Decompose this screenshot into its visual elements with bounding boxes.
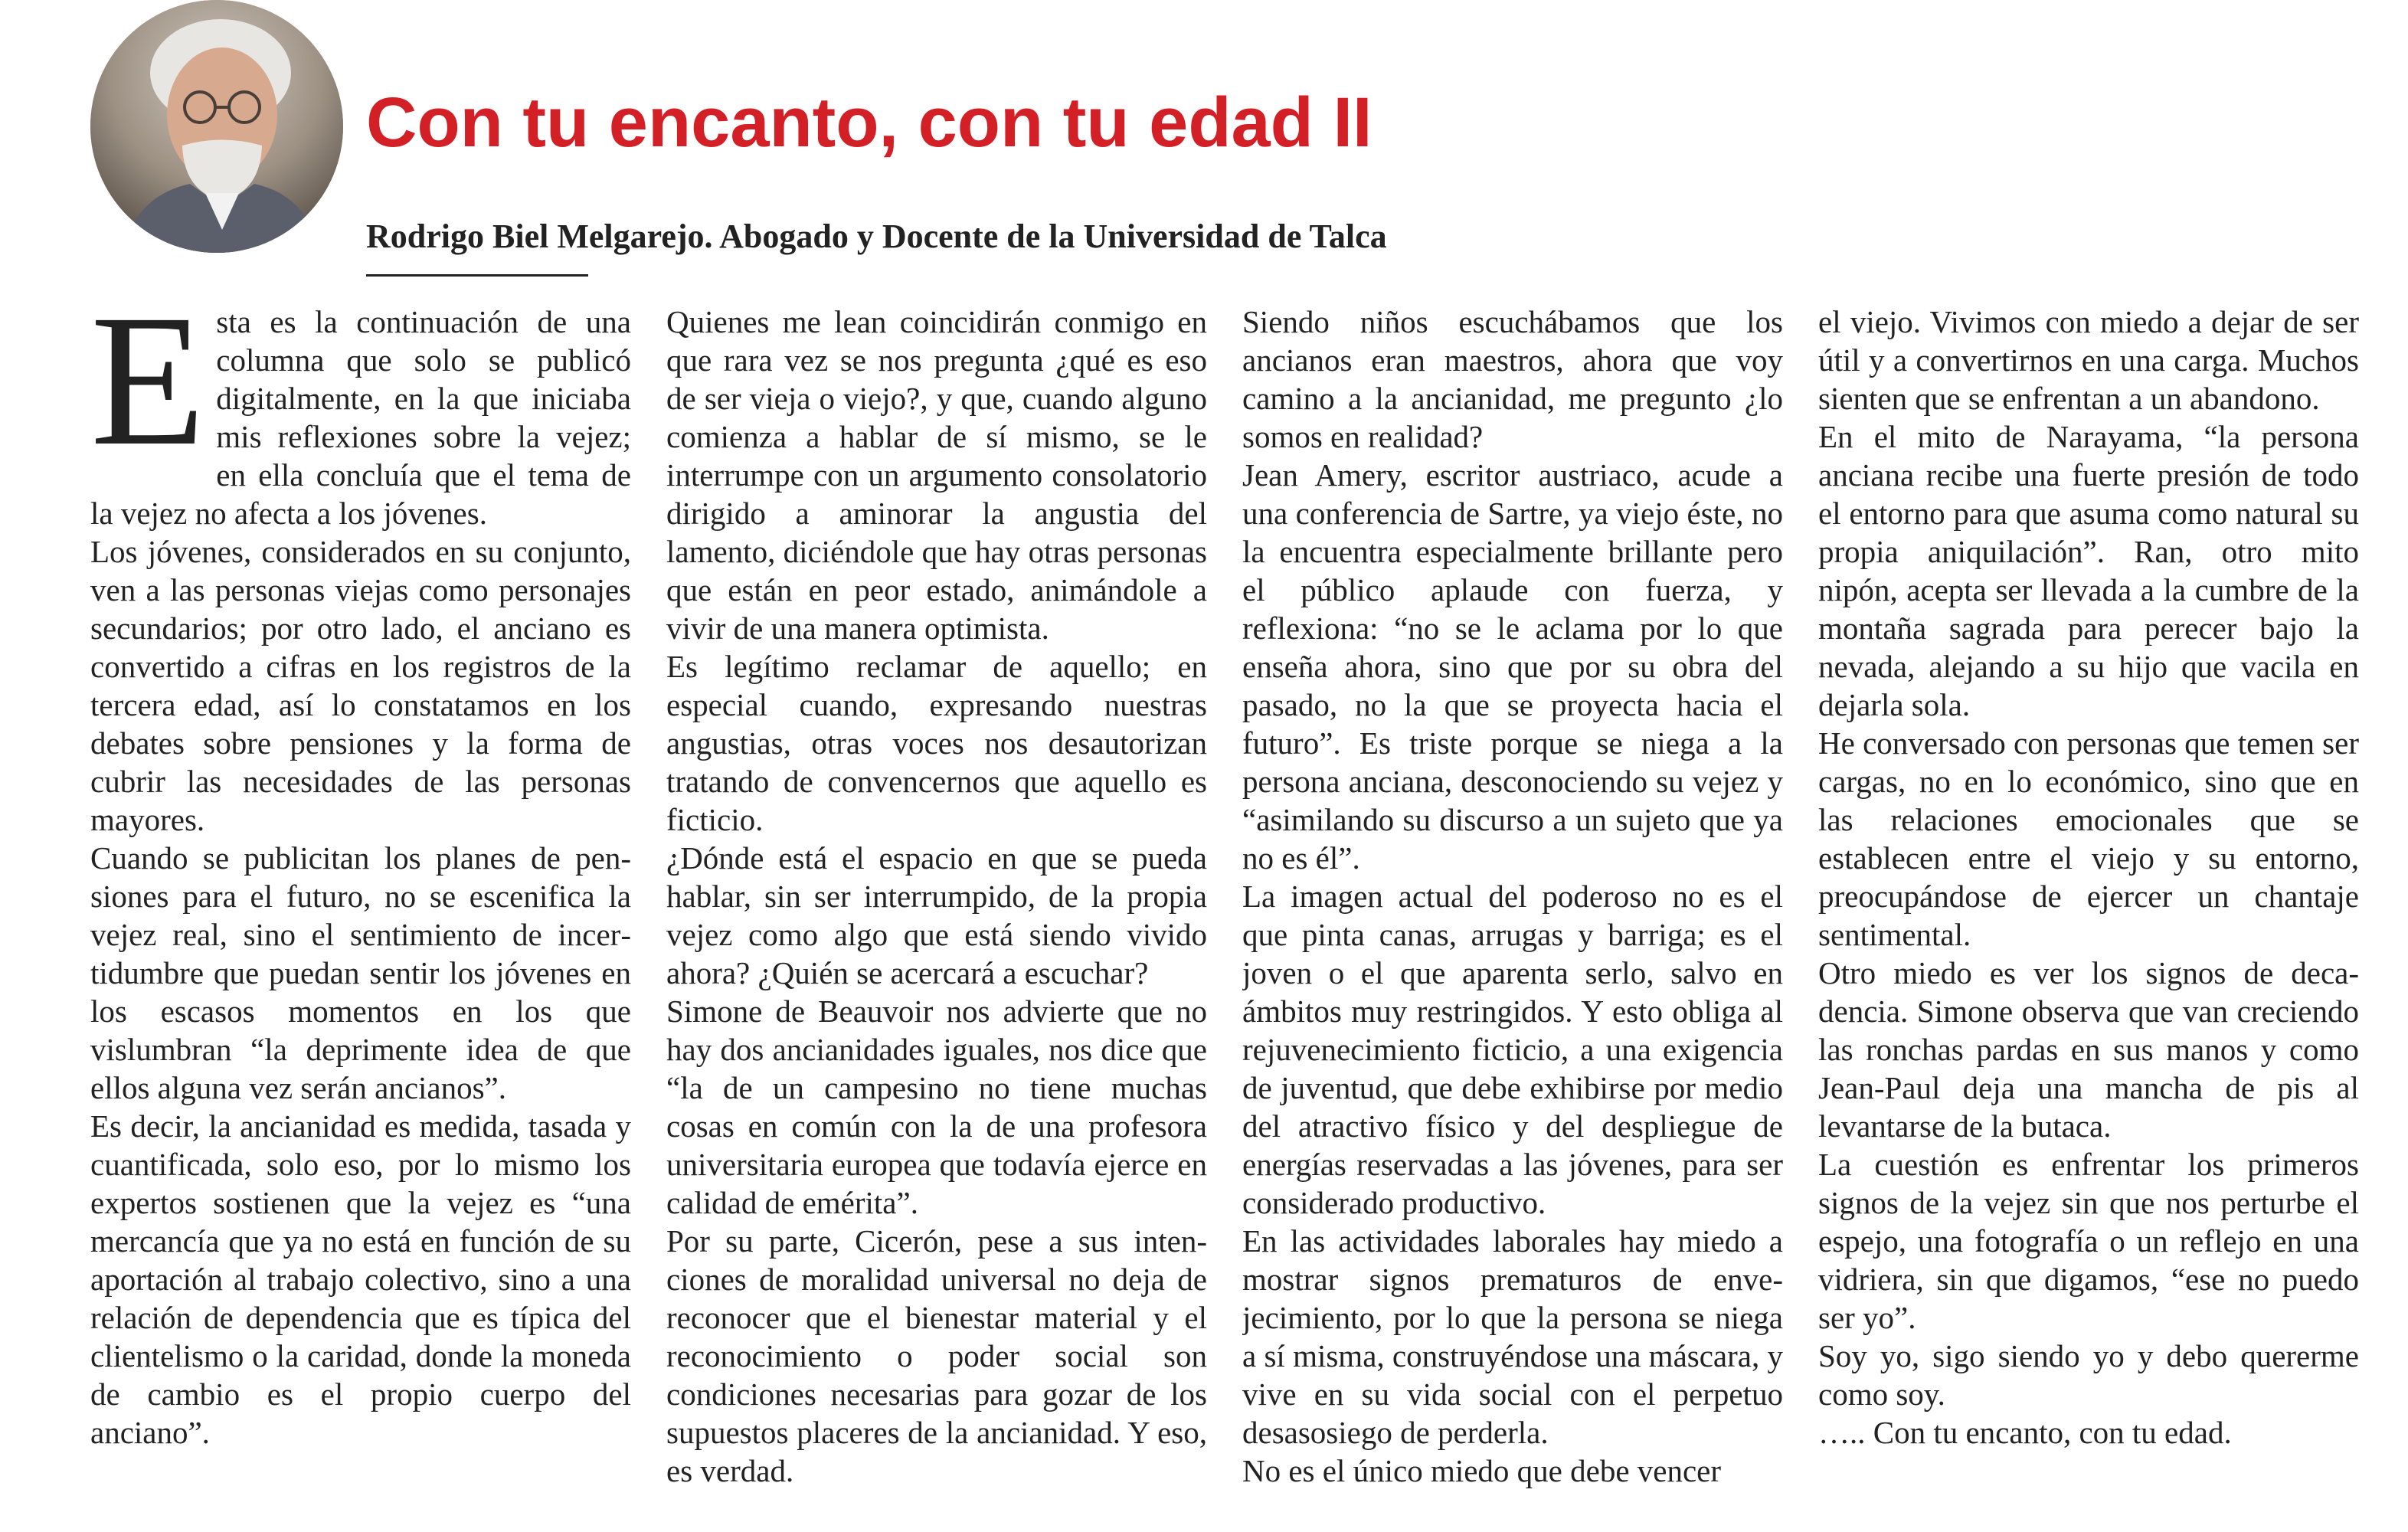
drop-cap: E xyxy=(90,303,206,485)
paragraph: La cuestión es enfrentar los primeros signos de la vejez sin que nos perturbe el espejo, una fotografía o un reflejo en una vidriera, sin que digamos, “ese no puedo ser yo”. xyxy=(1818,1147,2359,1335)
paragraph: La imagen actual del poderoso no es el que pinta canas, arrugas y barriga; es el joven o el que aparenta serlo, salvo en ámbitos muy restringidos. Y esto obliga al rejuvenecimiento ficticio, a una exigencia de juventud, que debe exhibirse por medio del atractivo físico y del despliegue de energías reservadas a las jóvenes, para ser considerado productivo. xyxy=(1242,879,1783,1220)
paragraph: Es legítimo reclamar de aquello; en especial cuando, expresando nuestras angustias, otras voces nos desautorizan tratando de convencernos que aquello es ficticio. xyxy=(666,649,1207,837)
paragraph: el viejo. Vivimos con miedo a dejar de ser útil y a convertirnos en una carga. Muchos sienten que se enfrentan a un abandono. xyxy=(1818,304,2359,416)
paragraph: Por su parte, Cicerón, pese a sus intenciones de moralidad universal no deja de reconocer que el bienestar material y el reconocimiento o poder social son condiciones necesarias para gozar de los supuestos placeres de la ancianidad. Y eso, es verdad. xyxy=(666,1223,1207,1488)
paragraph: Jean Amery, escritor austriaco, acude a una conferencia de Sartre, ya viejo éste, no la encuentra especialmente brillante pero el público aplaude con fuerza, y reflexiona: “no se le aclama por lo que enseña ahora, sino que por su obra del pasado, no la que se proyecta hacia el futuro”. Es triste porque se niega a la persona anciana, desconociendo su vejez y “asimilando su discurso a un sujeto que ya no es él”. xyxy=(1242,457,1783,876)
author-photo xyxy=(90,0,343,253)
paragraph: He conversado con personas que temen ser cargas, no en lo económico, sino que en las relaciones emocionales que se establecen entre el viejo y su entorno, preocupándose de ejercer un chantaje sentimental. xyxy=(1818,725,2359,952)
article-column-4 xyxy=(1818,303,2359,1528)
article-column-3 xyxy=(1242,303,1783,1528)
paragraph: Simone de Beauvoir nos advierte que no hay dos ancianidades iguales, nos dice que “la de un campesino no tiene muchas cosas en común con la de una profesora universitaria europea que todavía ejerce en calidad de emérita”. xyxy=(666,994,1207,1220)
article-closing: ….. Con tu encanto, con tu edad. xyxy=(1818,1415,2232,1450)
paragraph: Los jóvenes, considerados en su conjunto, ven a las personas viejas como personajes secundarios; por otro lado, el anciano es convertido a cifras en los registros de la tercera edad, así lo constatamos en los debates sobre pensiones y la forma de cubrir las necesidades de las personas mayores. xyxy=(90,534,631,837)
paragraph: Soy yo, sigo siendo yo y debo quererme como soy. xyxy=(1818,1338,2359,1412)
paragraph: Siendo niños escuchábamos que los ancianos eran maestros, ahora que voy camino a la ancianidad, me pregunto ¿lo somos en realidad? xyxy=(1242,304,1783,454)
article-body xyxy=(90,303,2359,1528)
paragraph: ¿Dónde está el espacio en que se pueda hablar, sin ser interrumpido, de la propia vejez como algo que está siendo vivido ahora? ¿Quién se acercará a escuchar? xyxy=(666,840,1207,990)
author-portrait-icon xyxy=(90,0,343,253)
article-column-2 xyxy=(666,303,1207,1528)
paragraph: Otro miedo es ver los signos de decadencia. Simone observa que van creciendo las ronchas pardas en sus manos y como Jean-Paul deja una mancha de pis al levantarse de la butaca. xyxy=(1818,955,2359,1144)
paragraph: Es decir, la ancianidad es medida, tasada y cuantificada, solo eso, por lo mismo los expertos sostienen que la vejez es “una mercancía que ya no está en función de su aportación al trabajo colectivo, sino a una relación de dependencia que es típica del clientelismo o la caridad, donde la moneda de cambio es el propio cuerpo del anciano”. xyxy=(90,1108,631,1450)
paragraph: En las actividades laborales hay miedo a mostrar signos prematuros de envejecimiento, por lo que la persona se niega a sí misma, construyéndose una máscara, y vive en su vida social con el perpetuo desasosiego de perderla. xyxy=(1242,1223,1783,1450)
paragraph: No es el único miedo que debe vencer xyxy=(1242,1453,1722,1488)
byline-divider xyxy=(366,274,588,277)
article-column-1 xyxy=(90,303,631,1528)
paragraph: sta es la continuación de una columna que solo se publicó digitalmente, en la que iniciaba mis reflexiones sobre la vejez; en ella concluía que el tema de la vejez no afecta a los jóvenes. xyxy=(90,304,631,531)
paragraph: En el mito de Narayama, “la persona anciana recibe una fuerte presión de todo el entorno para que asuma como natural su propia aniquilación”. Ran, otro mito nipón, acepta ser llevada a la cumbre de la montaña sagrada para perecer bajo la nevada, alejando a su hijo que vacila en dejarla sola. xyxy=(1818,419,2359,722)
article-headline: Con tu encanto, con tu edad II xyxy=(366,83,1372,162)
paragraph: Quienes me lean coincidirán conmigo en que rara vez se nos pregunta ¿qué es eso de ser vieja o viejo?, y que, cuando alguno comienza a hablar de sí mismo, se le interrumpe con un argumento consolatorio dirigido a aminorar la angustia del lamento, diciéndole que hay otras personas que están en peor estado, animándole a vivir de una manera optimista. xyxy=(666,304,1207,646)
article-byline: Rodrigo Biel Melgarejo. Abogado y Docente de la Universidad de Talca xyxy=(366,218,1387,255)
paragraph: Cuando se publicitan los planes de pensiones para el futuro, no se escenifica la vejez real, sino el sentimiento de incertidumbre que puedan sentir los jóvenes en los escasos momentos en los que vislumbran “la deprimente idea de que ellos alguna vez serán ancianos”. xyxy=(90,840,631,1105)
